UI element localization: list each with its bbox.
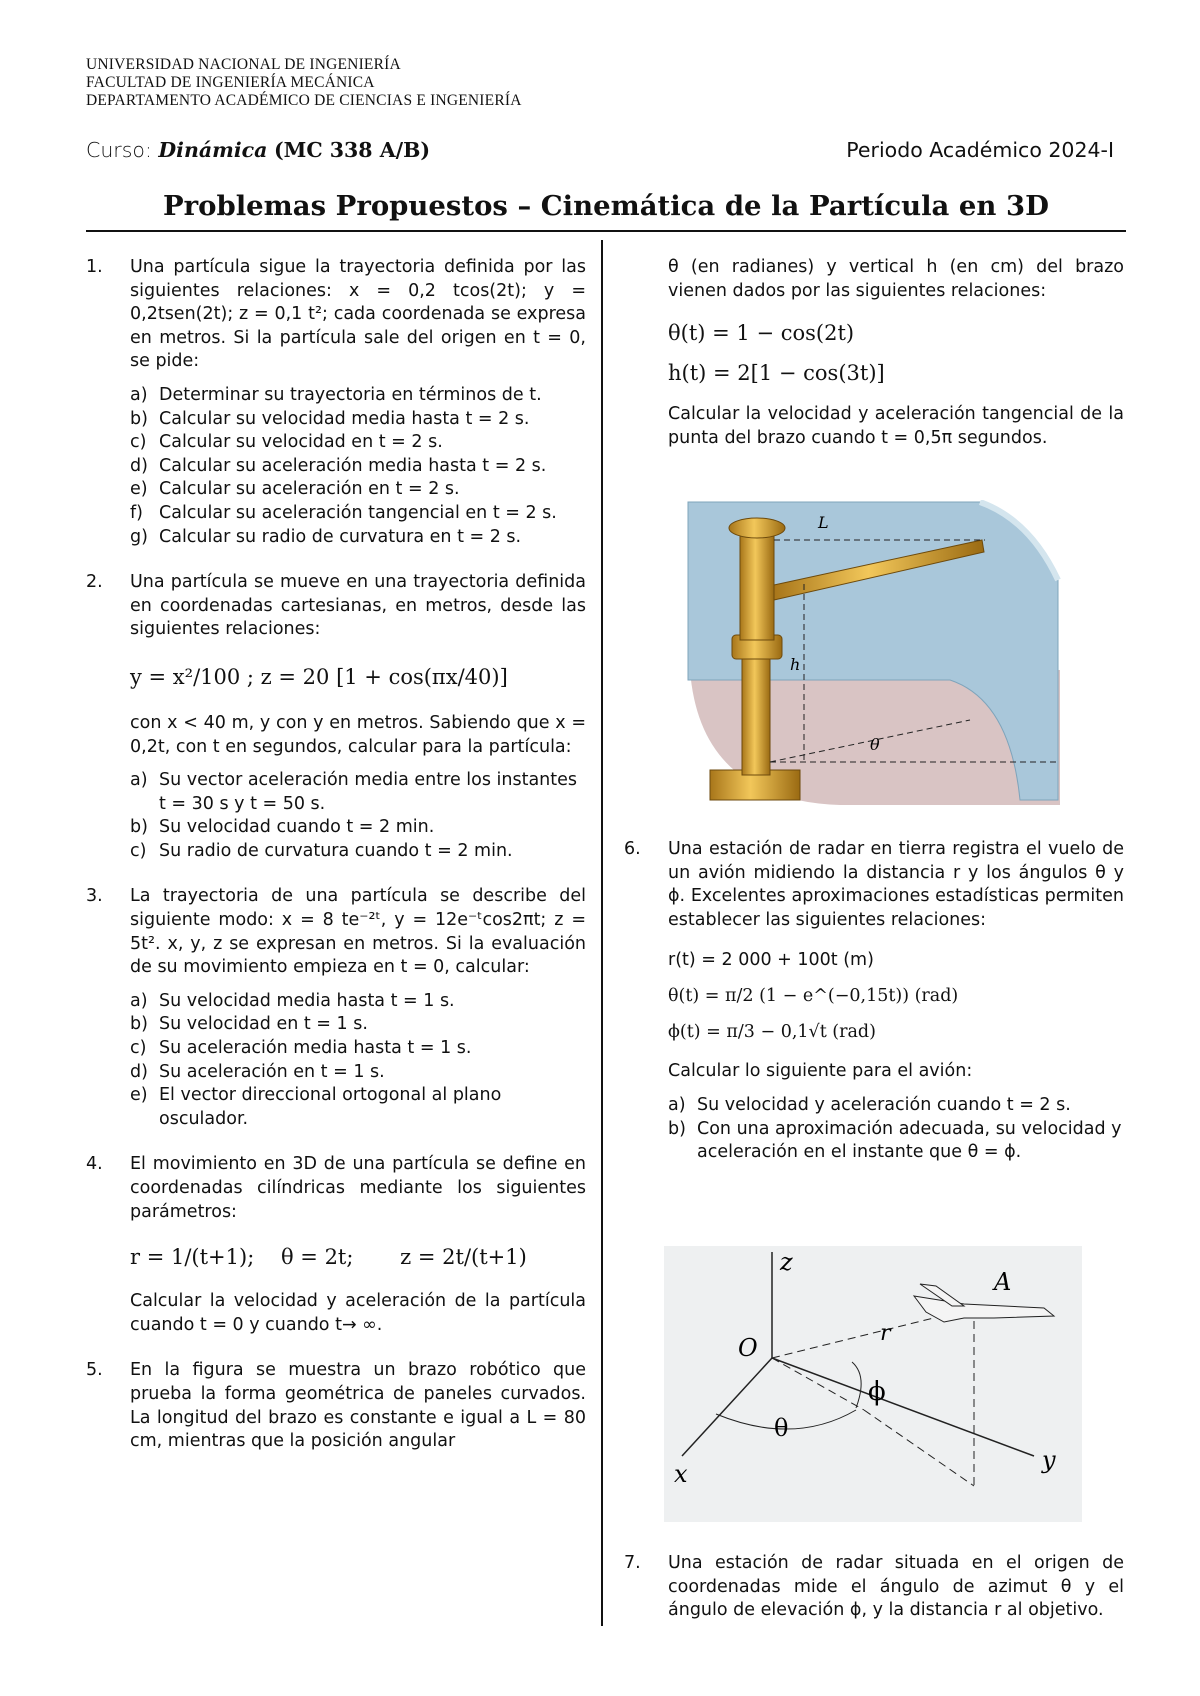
- problem-items: [668, 1094, 1124, 1165]
- list-item: b) Su velocidad cuando t = 2 min.: [130, 817, 435, 838]
- problem-number: 5.: [86, 1360, 103, 1381]
- problem-items: [130, 384, 586, 549]
- course-line: [86, 138, 430, 162]
- title-rule: [86, 230, 1126, 232]
- page-title: Problemas Propuestos – Cinemática de la Partícula en 3D: [163, 190, 1049, 222]
- origin-label: O: [738, 1334, 758, 1362]
- course-name: Dinámica: [158, 138, 268, 162]
- course-label: Curso:: [86, 138, 152, 162]
- equation-h: h(t) = 2[1 − cos(3t)]: [668, 361, 885, 386]
- problem-question: Calcular lo siguiente para el avión:: [668, 1061, 973, 1082]
- problem-6-block: [624, 838, 1124, 1165]
- problem-statement: La trayectoria de una partícula se describe del siguiente modo: x = 8 te⁻²ᵗ, y = 12e⁻ᵗcos2πt; z = 5t². x, y, z se expresan en metros. Si la evaluación de su movimiento empieza en t = 0, calcular:: [130, 886, 586, 978]
- problem-items: [130, 990, 586, 1132]
- phi-label: ϕ: [868, 1377, 886, 1407]
- list-item: a) Su vector aceleración media entre los instantes t = 30 s y t = 50 s.: [130, 770, 578, 814]
- problem-statement-continued: Calcular la velocidad y aceleración de la partícula cuando t = 0 y cuando t→ ∞.: [130, 1291, 586, 1335]
- list-item: d) Calcular su aceleración media hasta t = 2 s.: [130, 455, 547, 476]
- height-label: h: [790, 655, 801, 674]
- problem-question: Calcular la velocidad y aceleración tangencial de la punta del brazo cuando t = 0,5π segundos.: [668, 404, 1124, 448]
- problem-number: 7.: [624, 1553, 641, 1573]
- equation-r: r(t) = 2 000 + 100t (m): [668, 950, 874, 971]
- x-axis-label: x: [674, 1460, 688, 1488]
- theta-label: θ: [774, 1414, 789, 1442]
- list-item: a) Determinar su trayectoria en términos de t.: [130, 384, 542, 405]
- problem-statement: El movimiento en 3D de una partícula se define en coordenadas cilíndricas mediante los siguientes parámetros:: [130, 1154, 586, 1222]
- radar-figure: [664, 1246, 1082, 1522]
- problem-statement: Una estación de radar situada en el origen de coordenadas mide el ángulo de azimut θ y el ángulo de elevación ϕ, y la distancia r al objetivo.: [668, 1553, 1124, 1621]
- length-label: L: [818, 513, 829, 532]
- equation-theta: θ(t) = 1 − cos(2t): [668, 321, 855, 346]
- list-item: c) Calcular su velocidad en t = 2 s.: [130, 432, 443, 453]
- list-item: d) Su aceleración en t = 1 s.: [130, 1061, 385, 1082]
- problem-number: 3.: [86, 886, 103, 907]
- problem-3: [86, 885, 586, 1131]
- equation-phi: ϕ(t) = π/3 − 0,1√t (rad): [668, 1022, 876, 1043]
- problem-items: [130, 769, 586, 863]
- list-item: g) Calcular su radio de curvatura en t = 2 s.: [130, 526, 522, 547]
- r-label: r: [880, 1321, 891, 1346]
- aircraft-label: A: [994, 1268, 1012, 1296]
- list-item: c) Su radio de curvatura cuando t = 2 min.: [130, 840, 513, 861]
- problem-number: 1.: [86, 257, 103, 277]
- list-item: f) Calcular su aceleración tangencial en t = 2 s.: [130, 502, 557, 523]
- problem-number: 4.: [86, 1154, 103, 1175]
- list-item: b) Calcular su velocidad media hasta t = 2 s.: [130, 408, 530, 429]
- list-item: a) Su velocidad y aceleración cuando t = 2 s.: [668, 1094, 1071, 1115]
- problem-2: [86, 571, 586, 863]
- problem-5-continued: [624, 256, 1124, 450]
- academic-period: Periodo Académico 2024-I: [846, 138, 1114, 162]
- problem-statement: En la figura se muestra un brazo robótico que prueba la forma geométrica de paneles curvados. La longitud del brazo es constante e igual a L = 80 cm, mientras que la posición angular: [130, 1360, 586, 1452]
- list-item: e) Calcular su aceleración en t = 2 s.: [130, 479, 460, 500]
- course-code: (MC 338 A/B): [273, 138, 431, 162]
- problem-7-block: [624, 1552, 1124, 1623]
- equation-theta: θ(t) = π/2 (1 − e^(−0,15t)) (rad): [668, 986, 959, 1007]
- header-university: UNIVERSIDAD NACIONAL DE INGENIERÍA: [86, 56, 401, 73]
- problem-statement-continued: con x < 40 m, y con y en metros. Sabiendo que x = 0,2t, con t en segundos, calcular para la partícula:: [130, 712, 586, 757]
- problem-5: [86, 1359, 586, 1453]
- z-axis-label: z: [780, 1248, 793, 1276]
- arm-column: [742, 650, 770, 775]
- problem-number: 2.: [86, 572, 103, 593]
- problem-statement: Una estación de radar en tierra registra el vuelo de un avión midiendo la distancia r y los ángulos θ y ϕ. Excelentes aproximaciones estadísticas permiten establecer las siguientes relaciones:: [668, 839, 1124, 930]
- problem-1: [86, 256, 586, 549]
- header-department: DEPARTAMENTO ACADÉMICO DE CIENCIAS E INGENIERÍA: [86, 92, 522, 109]
- problem-statement: Una partícula se mueve en una trayectoria definida en coordenadas cartesianas, en metros, desde las siguientes relaciones:: [130, 572, 586, 640]
- list-item: a) Su velocidad media hasta t = 1 s.: [130, 990, 455, 1011]
- right-column: [624, 256, 1124, 450]
- list-item: b) Con una aproximación adecuada, su velocidad y aceleración en el instante que θ = ϕ.: [668, 1118, 1122, 1163]
- equation: y = x²/100 ; z = 20 [1 + cos(πx/40)]: [130, 664, 508, 689]
- left-column: [86, 256, 586, 1454]
- list-item: e) El vector direccional ortogonal al plano osculador.: [130, 1085, 502, 1129]
- problem-number: 6.: [624, 839, 641, 859]
- problem-4: [86, 1153, 586, 1337]
- header-faculty: FACULTAD DE INGENIERÍA MECÁNICA: [86, 74, 375, 91]
- problem-7: [624, 1552, 1124, 1623]
- equation: r = 1/(t+1); θ = 2t; z = 2t/(t+1): [130, 1245, 527, 1270]
- problem-statement-continued: θ (en radianes) y vertical h (en cm) del brazo vienen dados por las siguientes relaciones:: [668, 257, 1124, 301]
- arm-upper: [740, 530, 774, 640]
- arm-cap: [729, 518, 785, 538]
- robotic-arm-figure: [680, 500, 1080, 818]
- institution-header: [86, 56, 522, 110]
- list-item: b) Su velocidad en t = 1 s.: [130, 1014, 368, 1035]
- list-item: c) Su aceleración media hasta t = 1 s.: [130, 1038, 472, 1059]
- angle-label: θ: [870, 735, 880, 754]
- problem-statement: Una partícula sigue la trayectoria definida por las siguientes relaciones: x = 0,2 tcos(2t); y = 0,2tsen(2t); z = 0,1 t²; cada coordenada se expresa en metros. Si la partícula sale del origen en t = 0, se pide:: [130, 257, 586, 372]
- column-divider: [601, 240, 603, 1626]
- y-axis-label: y: [1042, 1446, 1056, 1474]
- problem-6: [624, 838, 1124, 1165]
